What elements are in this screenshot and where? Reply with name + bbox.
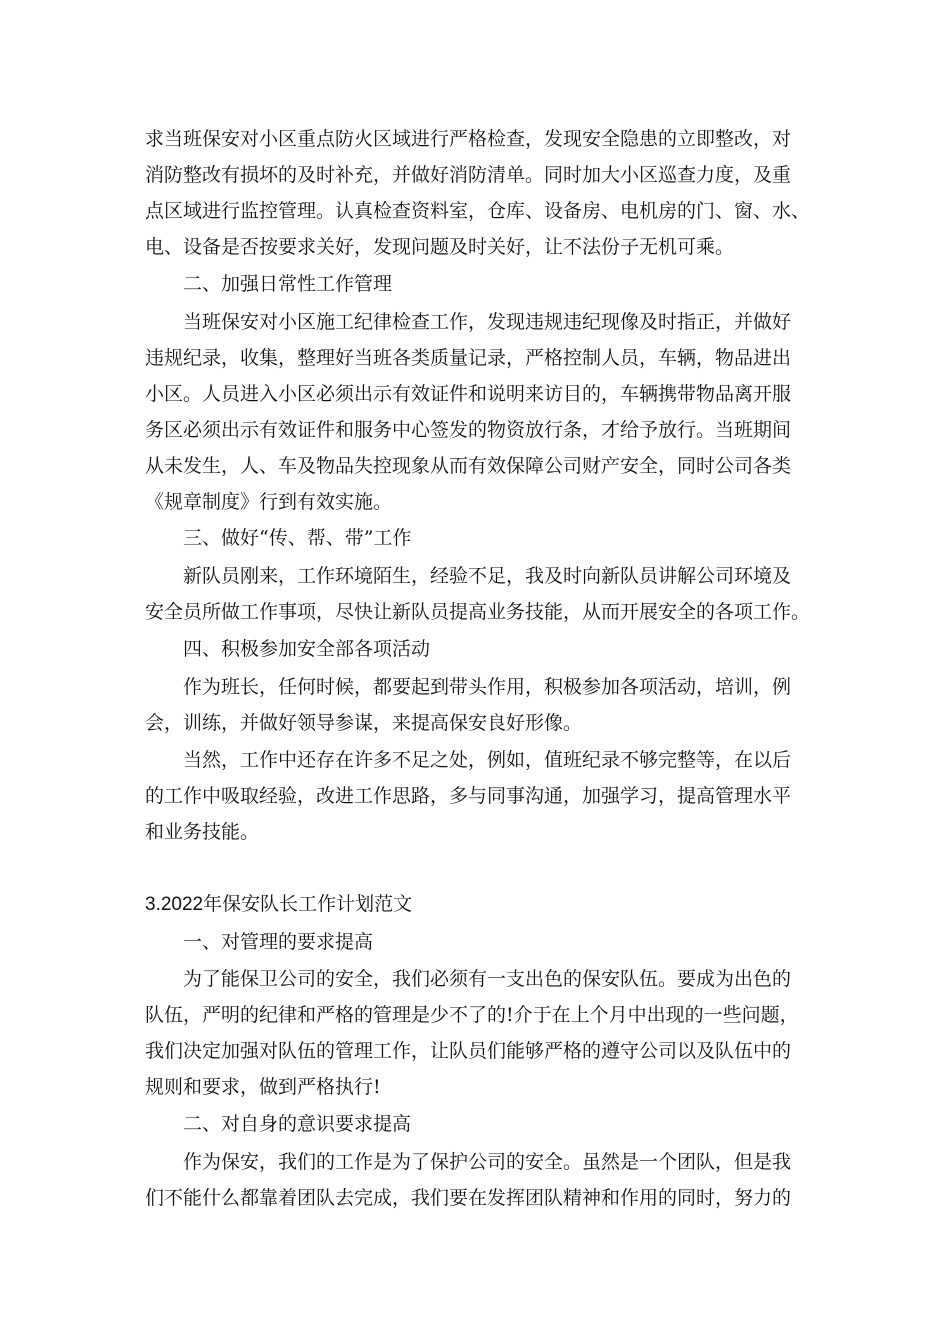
paragraph-line: 求当班保安对小区重点防火区域进行严格检查，发现安全隐患的立即整改，对: [145, 128, 792, 150]
paragraph-line: 消防整改有损坏的及时补充，并做好消防清单。同时加大小区巡查力度，及重: [145, 164, 792, 186]
paragraph-line: 们不能什么都靠着团队去完成，我们要在发挥团队精神和作用的同时，努力的: [145, 1187, 792, 1209]
paragraph-line: 点区域进行监控管理。认真检查资料室，仓库、设备房、电机房的门、窗、水、: [145, 200, 811, 222]
paragraph-line: 新队员刚来，工作环境陌生，经验不足，我及时向新队员讲解公司环境及: [183, 565, 792, 587]
paragraph-line: 安全员所做工作事项，尽快让新队员提高业务技能，从而开展安全的各项工作。: [145, 601, 811, 623]
paragraph-line: 从未发生，人、车及物品失控现象从而有效保障公司财产安全，同时公司各类: [145, 455, 792, 477]
section-heading: 四、积极参加安全部各项活动: [183, 638, 431, 660]
paragraph-line: 的工作中吸取经验，改进工作思路，多与同事沟通，加强学习，提高管理水平: [145, 785, 792, 807]
paragraph-line: 会，训练，并做好领导参谋，来提高保安良好形像。: [145, 712, 583, 734]
paragraph-line: 规则和要求，做到严格执行!: [145, 1076, 381, 1098]
paragraph-line: 《规章制度》行到有效实施。: [145, 491, 393, 513]
paragraph-line: 作为班长，任何时候，都要起到带头作用，积极参加各项活动，培训，例: [183, 676, 792, 698]
paragraph-line: 当班保安对小区施工纪律检查工作，发现违规违纪现像及时指正，并做好: [183, 311, 792, 333]
section-heading: 三、做好“传、帮、带”工作: [183, 527, 412, 549]
paragraph-line: 和业务技能。: [145, 821, 260, 843]
paragraph-line: 我们决定加强对队伍的管理工作，让队员们能够严格的遵守公司以及队伍中的: [145, 1040, 792, 1062]
section-heading: 二、加强日常性工作管理: [183, 273, 393, 295]
paragraph-line: 违规纪录，收集，整理好当班各类质量记录，严格控制人员，车辆，物品进出: [145, 347, 792, 369]
paragraph-line: 务区必须出示有效证件和服务中心签发的物资放行条，才给予放行。当班期间: [145, 419, 792, 441]
paragraph-line: 当然，工作中还存在许多不足之处，例如，值班纪录不够完整等，在以后: [183, 749, 792, 771]
paragraph-line: 电、设备是否按要求关好，发现问题及时关好，让不法份子无机可乘。: [145, 236, 735, 258]
section-heading: 一、对管理的要求提高: [183, 931, 374, 953]
paragraph-line: 队伍，严明的纪律和严格的管理是少不了的!介于在上个月中出现的一些问题，: [145, 1004, 799, 1026]
section-heading: 二、对自身的意识要求提高: [183, 1113, 412, 1135]
paragraph-line: 为了能保卫公司的安全，我们必须有一支出色的保安队伍。要成为出色的: [183, 968, 792, 990]
article-title: 3.2022年保安队长工作计划范文: [145, 894, 413, 915]
paragraph-line: 小区。人员进入小区必须出示有效证件和说明来访目的，车辆携带物品离开服: [145, 383, 792, 405]
paragraph-line: 作为保安，我们的工作是为了保护公司的安全。虽然是一个团队，但是我: [183, 1151, 792, 1173]
